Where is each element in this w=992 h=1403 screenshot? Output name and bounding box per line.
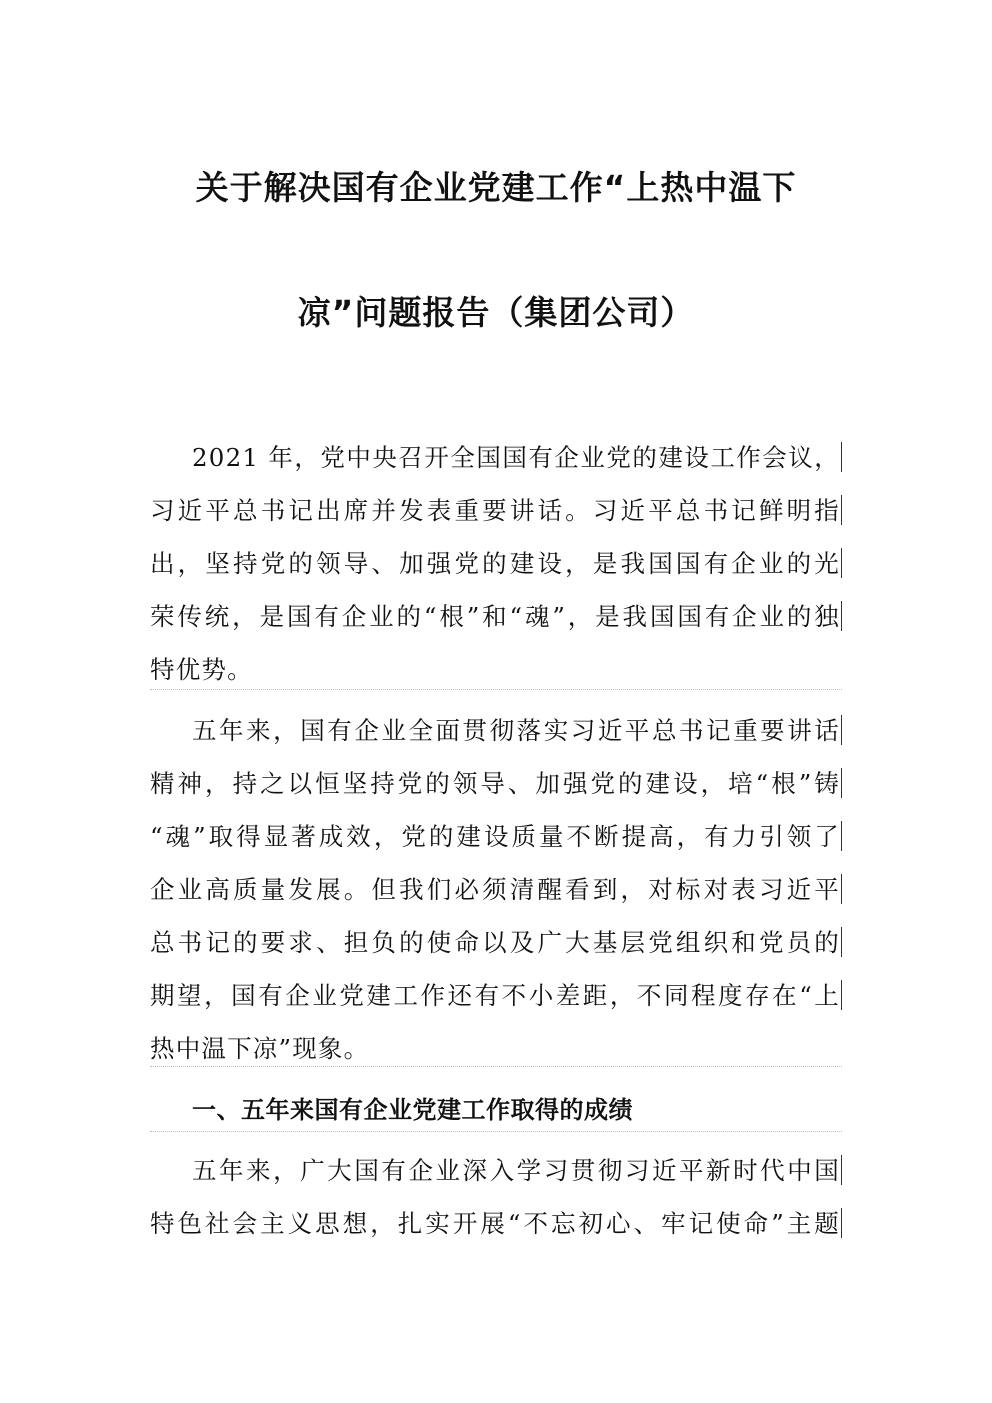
paragraph-line: 特优势。 bbox=[150, 655, 253, 684]
paragraph-line: 期望，国有企业党建工作还有不小差距，不同程度存在“上 bbox=[150, 981, 840, 1010]
paragraph-separator bbox=[150, 1066, 842, 1067]
paragraph-line: 2021 年，党中央召开全国国有企业党的建设工作会议， bbox=[192, 443, 840, 472]
margin-marker bbox=[841, 548, 842, 578]
paragraph-separator bbox=[150, 1131, 842, 1132]
paragraph-separator bbox=[150, 689, 842, 690]
paragraph-line: 精神，持之以恒坚持党的领导、加强党的建设，培“根”铸 bbox=[150, 769, 840, 798]
document-title-line-1: 关于解决国有企业党建工作“上热中温下 bbox=[195, 168, 797, 207]
paragraph-line: 五年来，广大国有企业深入学习贯彻习近平新时代中国 bbox=[192, 1156, 840, 1185]
paragraph-line: 特色社会主义思想，扎实开展“不忘初心、牢记使命”主题 bbox=[150, 1209, 840, 1238]
margin-marker bbox=[841, 821, 842, 851]
paragraph-line: 五年来，国有企业全面贯彻落实习近平总书记重要讲话 bbox=[192, 716, 840, 745]
margin-marker bbox=[841, 980, 842, 1010]
paragraph-line: “魂”取得显著成效，党的建设质量不断提高，有力引领了 bbox=[150, 822, 840, 851]
margin-marker bbox=[841, 874, 842, 904]
margin-marker bbox=[841, 927, 842, 957]
margin-marker bbox=[841, 768, 842, 798]
paragraph-line: 出，坚持党的领导、加强党的建设，是我国国有企业的光 bbox=[150, 549, 840, 578]
document-title-line-2: 凉”问题报告（集团公司） bbox=[297, 293, 695, 332]
margin-marker bbox=[841, 495, 842, 525]
paragraph-line: 热中温下凉”现象。 bbox=[150, 1034, 370, 1063]
margin-marker bbox=[841, 715, 842, 745]
margin-marker bbox=[841, 601, 842, 631]
paragraph-line: 习近平总书记出席并发表重要讲话。习近平总书记鲜明指 bbox=[150, 496, 840, 525]
paragraph-line: 企业高质量发展。但我们必须清醒看到，对标对表习近平 bbox=[150, 875, 840, 904]
margin-marker bbox=[841, 1155, 842, 1185]
paragraph-line: 总书记的要求、担负的使命以及广大基层党组织和党员的 bbox=[150, 928, 840, 957]
paragraph-line: 荣传统，是国有企业的“根”和“魂”，是我国国有企业的独 bbox=[150, 602, 840, 631]
margin-marker bbox=[841, 442, 842, 472]
margin-marker bbox=[841, 1208, 842, 1238]
section-heading: 一、五年来国有企业党建工作取得的成绩 bbox=[192, 1096, 633, 1124]
